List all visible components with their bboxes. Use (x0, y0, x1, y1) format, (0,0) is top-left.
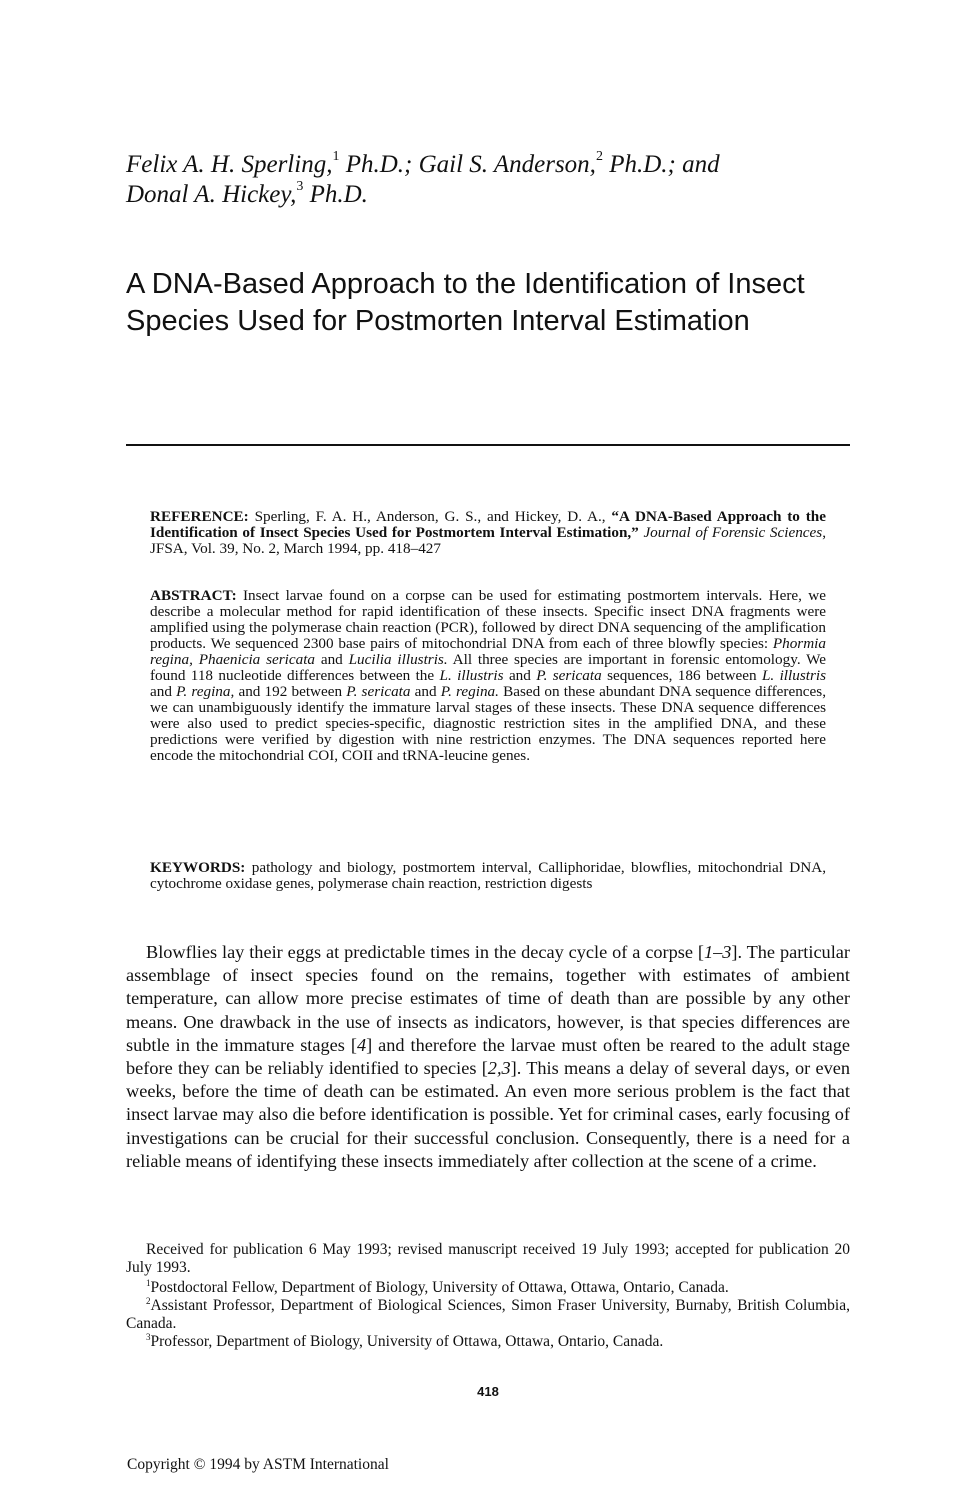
citation-ref: 1–3 (703, 942, 732, 962)
keywords-text: pathology and biology, postmortem interval, Calliphoridae, blowflies, mitochondrial DNA, cytochrome oxidase genes, polymerase chain reaction, restriction digests (150, 859, 826, 892)
page-number: 418 (477, 1384, 499, 1399)
paper-title: A DNA-Based Approach to the Identification of Insect Species Used for Postmorten Interval Estimation (126, 268, 805, 337)
species-name: P. sericata (346, 683, 411, 700)
author-degree: Ph.D.; and (602, 151, 720, 178)
species-name: Phormia regina, Phaenicia sericata (150, 635, 826, 668)
affiliation-mark: 2 (595, 149, 603, 164)
body-text: ] and therefore the larvae must often be reared to the adult stage before they can be reliably identified to species [ (126, 1034, 850, 1079)
reference-label: REFERENCE: (150, 508, 249, 525)
abstract-text: and (503, 667, 537, 684)
author-list (126, 150, 846, 210)
author-degree: Ph.D. (303, 181, 368, 208)
abstract-text: All three species are important in forensic entomology. We found 118 nucleotide differences between the (150, 651, 827, 684)
reference-authors: Sperling, F. A. H., Anderson, G. S., and Hickey, D. A., (248, 508, 612, 525)
citation-ref: 4 (356, 1034, 367, 1055)
copyright-notice: Copyright © 1994 by ASTM International (127, 1456, 389, 1473)
reference-citation: , JFSA, Vol. 39, No. 2, March 1994, pp. 418–427 (150, 524, 826, 557)
species-name: P. regina, (176, 683, 235, 700)
footnote-affiliation-3 (126, 1333, 850, 1351)
abstract-text: Insect larvae found on a corpse can be used for estimating postmortem intervals. Here, we describe a molecular method for rapid identification of these insects. Specific insect DNA fragments were amplified using the polymerase chain reaction (PCR), followed by direct DNA sequencing of the amplification products. We sequenced 2300 base pairs of mitochondrial DNA from each of three blowfly species: (150, 587, 826, 652)
abstract-text: Based on these abundant DNA sequence differences, we can unambiguously identify the immature larval stages of these insects. These DNA sequence differences were also used to predict species-specific, diagnostic restriction sites in the amplified DNA, and these predictions were verified by digestion with nine restriction enzymes. The DNA sequences reported here encode the mitochondrial COI, COII and tRNA-leucine genes. (150, 683, 826, 764)
abstract-label: ABSTRACT: (150, 587, 237, 604)
species-name: L. illustris (439, 667, 504, 684)
body-text: ]. This means a delay of several days, or even weeks, before the time of death can be estimated. An even more serious problem is the fact that insect larvae may also die before identification is possible. Yet for criminal cases, early focusing of investigations can be crucial for their successful conclusion. Consequently, there is a need for a reliable means of identifying these insects immediately after collection at the scene of a crime. (126, 1058, 850, 1171)
footnote-text: Postdoctoral Fellow, Department of Biology, University of Ottawa, Ottawa, Ontario, Canada. (150, 1279, 729, 1296)
reference-journal: Journal of Forensic Sciences (638, 524, 823, 541)
species-name: L. illustris (761, 667, 826, 684)
affiliation-mark: 1 (332, 149, 340, 164)
author-name: Donal A. Hickey, (126, 181, 297, 208)
abstract-text: and (150, 683, 177, 700)
footnote-mark: 2 (146, 1296, 151, 1306)
footnote-affiliation-2 (126, 1297, 850, 1333)
footnote-affiliation-1 (126, 1279, 850, 1297)
species-name: Lucilia illustris. (348, 651, 448, 668)
body-text: ]. The particular assemblage of insect species found on the remains, together with estimates of ambient temperature, can allow more precise estimates of time of death than are possible by any other means. One drawback in the use of insects as indicators, however, is that species differences are subtle in the immature stages [ (126, 942, 850, 1055)
species-name: P. sericata (536, 667, 602, 684)
footnote-received: Received for publication 6 May 1993; revised manuscript received 19 July 1993; accepted for publication 20 July 1993. (126, 1241, 850, 1276)
abstract-text: and 192 between (234, 683, 347, 700)
citation-ref: 2,3 (487, 1058, 511, 1079)
footnote-text: Professor, Department of Biology, University of Ottawa, Ottawa, Ontario, Canada. (150, 1333, 664, 1350)
author-name: Felix A. H. Sperling, (126, 151, 333, 178)
abstract-text: and (410, 683, 441, 700)
abstract-block (150, 588, 826, 764)
title-divider (126, 444, 850, 446)
body-paragraph (126, 941, 850, 1173)
abstract-text: and (315, 651, 349, 668)
reference-article-title: “A DNA-Based Approach to the Identification of Insect Species Used for Postmortem Interval Estimation,” (150, 508, 826, 541)
keywords-label: KEYWORDS: (150, 859, 246, 876)
abstract-text: sequences, 186 between (601, 667, 762, 684)
keywords-block (150, 860, 826, 892)
footnote-mark: 3 (146, 1332, 151, 1342)
footnote-mark: 1 (146, 1278, 151, 1288)
affiliation-mark: 3 (296, 179, 304, 194)
body-text: Blowflies lay their eggs at predictable times in the decay cycle of a corpse [ (146, 942, 704, 962)
reference-block (150, 509, 826, 557)
author-name: Gail S. Anderson, (418, 151, 596, 178)
author-degree: Ph.D.; (339, 151, 419, 178)
species-name: P. regina. (440, 683, 499, 700)
footnote-text: Assistant Professor, Department of Biological Sciences, Simon Fraser University, Burnaby, British Columbia, Canada. (126, 1297, 850, 1332)
